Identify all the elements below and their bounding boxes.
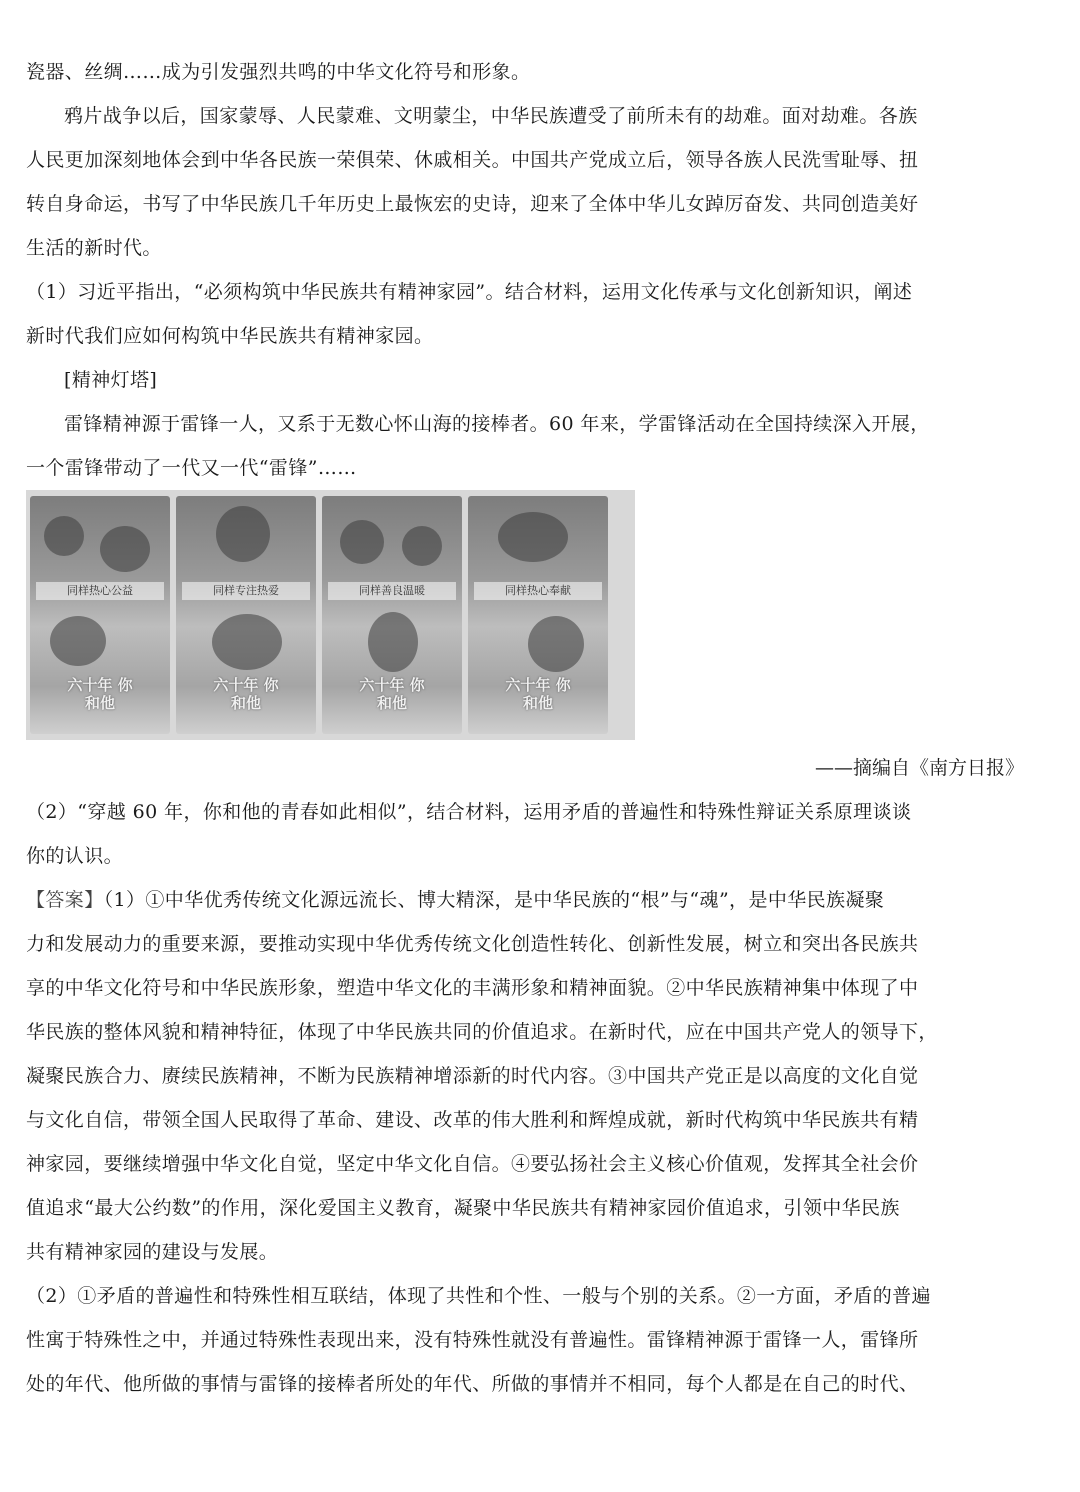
answer-line: 华民族的整体风貌和精神特征，体现了中华民族共同的价值追求。在新时代，应在中国共产党人的领导下，	[26, 1021, 938, 1043]
question-1: （1）习近平指出，“必须构筑中华民族共有精神家园”。结合材料，运用文化传承与文化创新知识，阐述	[26, 281, 913, 303]
panel-caption: 同样善良温暖	[328, 582, 456, 600]
answer-line: 力和发展动力的重要来源，要推动实现中华优秀传统文化创造性转化、创新性发展，树立和突出各民族共	[26, 933, 919, 955]
panel-caption: 同样专注热爱	[182, 582, 310, 600]
answer-line: 凝聚民族合力、赓续民族精神，不断为民族精神增添新的时代内容。③中国共产党正是以高度的文化自觉	[26, 1065, 919, 1087]
panel-stamp: 六十年 你和他	[213, 676, 279, 712]
answer-line: 享的中华文化符号和中华民族形象，塑造中华文化的丰满形象和精神面貌。②中华民族精神集中体现了中	[26, 977, 919, 999]
answer-line: 与文化自信，带领全国人民取得了革命、建设、改革的伟大胜利和辉煌成就，新时代构筑中华民族共有精	[26, 1109, 919, 1131]
panel-stamp: 六十年 你和他	[505, 676, 571, 712]
panel-caption: 同样热心奉献	[474, 582, 602, 600]
panel-caption: 同样热心公益	[36, 582, 164, 600]
panel-stamp: 六十年 你和他	[359, 676, 425, 712]
text-line: 瓷器、丝绸……成为引发强烈共鸣的中华文化符号和形象。	[26, 61, 531, 83]
panel-stamp: 六十年 你和他	[67, 676, 133, 712]
answer-first-line	[26, 888, 1032, 912]
answer-line: 处的年代、他所做的事情与雷锋的接棒者所处的年代、所做的事情并不相同，每个人都是在自己的时代、	[26, 1373, 919, 1395]
source-citation: ——摘编自《南方日报》	[814, 757, 1024, 779]
answer-line: （2）①矛盾的普遍性和特殊性相互联结，体现了共性和个性、一般与个别的关系。②一方面，矛盾的普遍	[26, 1285, 931, 1307]
lei-feng-photo-collage	[26, 490, 635, 740]
text-line: 人民更加深刻地体会到中华各民族一荣俱荣、休戚相关。中国共产党成立后，领导各族人民洗雪耻辱、扭	[26, 149, 919, 171]
text-line: 你的认识。	[26, 845, 124, 867]
answer-line: 性寓于特殊性之中，并通过特殊性表现出来，没有特殊性就没有普遍性。雷锋精神源于雷锋一人，雷锋所	[26, 1329, 919, 1351]
text-line: 一个雷锋带动了一代又一代“雷锋”……	[26, 457, 357, 479]
photo-panel	[30, 496, 170, 734]
text-line: 生活的新时代。	[26, 237, 162, 259]
text-line: 新时代我们应如何构筑中华民族共有精神家园。	[26, 325, 434, 347]
answer-line: 共有精神家园的建设与发展。	[26, 1241, 279, 1263]
text-line: 鸦片战争以后，国家蒙辱、人民蒙难、文明蒙尘，中华民族遭受了前所未有的劫难。面对劫难。各族	[64, 105, 918, 127]
text-line: 雷锋精神源于雷锋一人，又系于无数心怀山海的接棒者。60 年来，学雷锋活动在全国持续深入开展，	[64, 413, 930, 435]
answer-line: 值追求“最大公约数”的作用，深化爱国主义教育，凝聚中华民族共有精神家园价值追求，引领中华民族	[26, 1197, 900, 1219]
question-2: （2）“穿越 60 年，你和他的青春如此相似”，结合材料，运用矛盾的普遍性和特殊性辩证关系原理谈谈	[26, 801, 912, 823]
answer-tag: 【答案】	[26, 889, 104, 911]
photo-panel	[468, 496, 608, 734]
photo-panel	[176, 496, 316, 734]
answer-line: 神家园，要继续增强中华文化自觉，坚定中华文化自信。④要弘扬社会主义核心价值观，发挥其全社会价	[26, 1153, 919, 1175]
text-line: 转自身命运，书写了中华民族几千年历史上最恢宏的史诗，迎来了全体中华儿女踔厉奋发、共同创造美好	[26, 193, 919, 215]
answer-text: （1）①中华优秀传统文化源远流长、博大精深，是中华民族的“根”与“魂”，是中华民族凝聚	[103, 889, 885, 911]
section-heading: [精神灯塔]	[64, 369, 158, 391]
photo-panel	[322, 496, 462, 734]
